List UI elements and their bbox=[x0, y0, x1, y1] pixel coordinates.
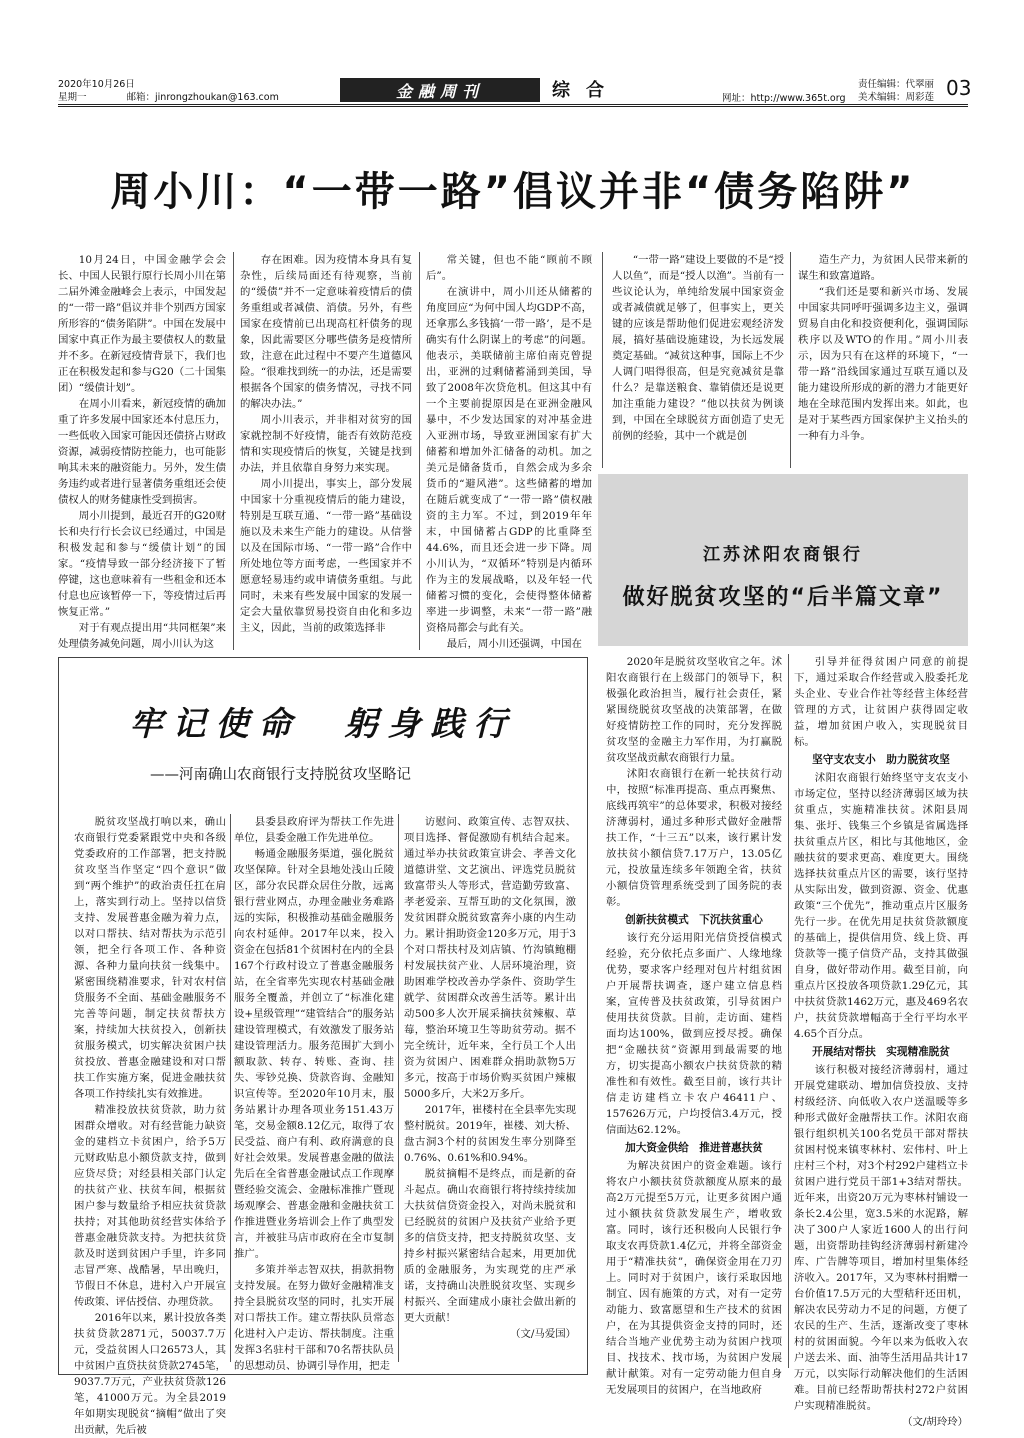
subheading: 开展结对帮扶 实现精准脱贫 bbox=[812, 1046, 950, 1058]
paragraph: 精准投放扶贫贷款，助力贫困群众增收。对有经营能力缺资金的建档立卡贫困户，给予5万元财政贴息小额贷款支持，做到应贷尽贷；对经县相关部门认定的扶贫产业、扶贫车间，根据贫困户参与数量给予相应扶贫贷款扶持；对其他助贫经营实体给予普惠金融贷款支持。为把扶贫贷款及时送到贫困户手里，许多同志冒严寒、战酷暑，早出晚归，节假日不休息，进村入户开展宣传政策、评估授信、办理贷款。 bbox=[74, 1104, 226, 1308]
henan-column-2 bbox=[234, 814, 394, 1370]
author-signature: （文/马爱国） bbox=[510, 1328, 576, 1340]
jiangsu-banner bbox=[598, 474, 968, 646]
column-divider bbox=[233, 252, 234, 650]
paragraph: 为解决贫困户的资金难题。该行将农户小额扶贫贷款额度从原来的最高2万元提至5万元，让更多贫困户通过小额扶贫贷款发展生产，增收致富。同时，该行还积极向人民银行争取支农再贷款1.4亿元，并将全部资金用于“精准扶贫”，确保资金用在刀刃上。同时对于贫困户，该行采取因地制宜、因有施策的方式，对有一定劳动能力、致富愿望和生产技术的贫困户，在为其提供资金支持的同时，还结合当地产业优势主动为贫困户找项目、找技术、找市场，为贫困户发展献计献策。对有一定劳动能力但自身无发展项目的贫困户，在当地政府 bbox=[606, 1160, 782, 1396]
column-divider bbox=[230, 814, 231, 1362]
subheading: 创新扶贫模式 下沉扶贫重心 bbox=[625, 914, 763, 926]
paragraph: 周小川提出，事实上，部分发展中国家十分重视疫情后的能力建设，特别是互联互通、“一带一路”基础设施以及未来生产能力的建设。从信誉以及在国际市场、“一带一路”合作中所处地位等方面考虑，一些国家并不愿意轻易违约或申请债务重组。与此同时，未来有些发展中国家的发展一定会大量依靠贸易投资自由化和多边主义，因此，当前的政策选择非 bbox=[240, 478, 412, 634]
article1-column-3 bbox=[426, 252, 592, 657]
column-divider bbox=[602, 252, 603, 468]
column-divider bbox=[419, 252, 420, 650]
header-dateline bbox=[58, 78, 318, 104]
henan-subtitle: ——河南确山农商银行支持脱贫攻坚略记 bbox=[150, 767, 411, 783]
column-divider bbox=[398, 814, 399, 1362]
banner-bank-name: 江苏沭阳农商银行 bbox=[703, 545, 863, 565]
main-headline: 周小川：“一带一路”倡议并非“债务陷阱” bbox=[110, 169, 916, 215]
paragraph: “我们还是要和新兴市场、发展中国家共同呼吁强调多边主义，强调贸易自由化和投资便利化，强调国际秩序以及WTO的作用。”周小川表示，因为只有在这样的环境下，“一带一路”沿线国家通过互联互通以及能力建设所形成的新的潜力才能更好地在全球范围内发挥出来。如此，也是对于某些西方国家保护主义抬头的一种有力斗争。 bbox=[798, 286, 968, 442]
section-name: 综合 bbox=[552, 80, 620, 101]
paragraph: 10月24日，中国金融学会会长、中国人民银行原行长周小川在第二届外滩金融峰会上表示，中国发起的“一带一路”倡议并非个别西方国家所形容的“债务陷阱”。中国在发展中国家中真正作为最主要债权人的数量并不多。在新冠疫情背景下，我们也正在积极发起和参与G20（二十国集团）“缓债计划”。 bbox=[58, 254, 226, 394]
article1-column-4 bbox=[612, 252, 784, 468]
responsible-editor: 责任编辑：代翠丽 bbox=[858, 79, 935, 90]
issue-weekday: 星期一 bbox=[58, 92, 87, 103]
header-rule bbox=[58, 104, 968, 105]
paragraph: 脱贫攻坚战打响以来，确山农商银行党委紧跟党中央和各级党委政府的工作部署，把支持脱贫攻坚当作坚定“四个意识”做到“两个维护”的政治责任扛在肩上，落实到行动上。坚持以信贷支持、发展普惠金融为着力点，以对口帮扶、结对帮扶为示范引领，把全行各项工作、各种资源、各种力量向扶贫一线集中。紧密围绕精准要求，针对农村信贷服务不全面、基础金融服务不完善等问题，制定扶贫帮扶方案，持续加大扶贫投入，创新扶贫服务模式，切实解决贫困户扶贫投放、普惠金融建设和对口帮扶工作实施方案，促进金融扶贫各项工作持续扎实有效推进。 bbox=[74, 816, 226, 1100]
paragraph: 多策并举志智双扶，捐款捐物支持发展。在努力做好金融精准支持全县脱贫攻坚的同时，扎实开展对口帮扶工作。建立帮扶队员常态化进村入户走访、帮扶制度。注重发挥3名驻村干部和70名帮扶队员的思想动员、协调引导作用，把走 bbox=[234, 1264, 394, 1372]
paragraph: 周小川提到，最近召开的G20财长和央行行长会议已经通过，中国是积极发起和参与“缓债计划”的国家。“疫情导致一部分经济接下了暂停键，这也意味着有一些租金和还本付息也应该暂停一下，等疫情过后再恢复正常。” bbox=[58, 510, 226, 618]
paragraph: 在周小川看来，新冠疫情的确加重了许多发展中国家还本付息压力，一些低收入国家可能因还债挤占财政资源，减弱疫情防控能力，也可能影响其未来的融资能力。另外，发生债务违约或者进行显著债务重组还会使债权人的财务健康性受到损害。 bbox=[58, 398, 226, 506]
paragraph: 2020年是脱贫攻坚收官之年。沭阳农商银行在上级部门的领导下，积极强化政治担当，履行社会责任，紧紧围绕脱贫攻坚战的决策部署，在做好疫情防控工作的同时，充分发挥脱贫攻坚的金融主力军作用，为打赢脱贫攻坚战贡献农商银行力量。 bbox=[606, 656, 782, 764]
henan-column-1 bbox=[74, 814, 226, 1436]
paragraph: 常关键，但也不能“顾前不顾后”。 bbox=[426, 254, 592, 282]
issue-date: 2020年10月26日 bbox=[58, 79, 135, 90]
paragraph: 该行充分运用阳光信贷授信模式经验，充分依托点多面广、人缘地缘优势，要求客户经理对包片村组贫困户开展帮扶调查，逐户建立信息档案，宣传普及扶贫政策，引导贫困户使用扶贫贷款。目前，走访面、建档面均达100%，做到应授尽授。确保把“金融扶贫”资源用到最需要的地方，切实提高小额农户扶贫贷款的精准性和有效性。截至目前，该行共计信走访建档立卡农户46411户、157626万元，户均授信3.4万元，授信面达62.12%。 bbox=[606, 932, 782, 1136]
subheading: 坚守支农支小 助力脱贫攻坚 bbox=[812, 754, 950, 766]
paragraph: 访慰问、政策宣传、志智双扶、项目选择、督促激励有机结合起来。通过举办扶贫政策宣讲会、孝善文化道德讲堂、文艺演出、评选党员脱贫致富带头人等形式，营造勤劳致富、孝老爱亲、互帮互助的文化氛围，激发贫困群众脱贫致富奔小康的内生动力。累计捐助资金120多万元，用于3个对口帮扶村及刘店镇、竹沟镇鲍棚村发展扶贫产业、人居环境治理，资助困难学校改善办学条件、资助学生就学、贫困群众改善生活等。累计出动500多人次开展采摘扶贫辣椒、草莓，整治环境卫生等助贫劳动。据不完全统计，近年来，全行员工个人出资为贫困户、困难群众捐助款物5万多元，按高于市场价购买贫困户辣椒5000多斤，大米2万多斤。 bbox=[404, 816, 576, 1100]
column-divider bbox=[788, 654, 789, 1368]
article1-column-1 bbox=[58, 252, 226, 657]
newspaper-brand: 金融周刊 bbox=[340, 78, 540, 102]
website-url: 网址：http://www.365t.org bbox=[722, 93, 846, 104]
jiangsu-column-1 bbox=[606, 654, 782, 1396]
paragraph: 存在困难。因为疫情本身具有复杂性，后续局面还有待观察，当前的“缓债”并不一定意味着疫情后的债务重组或者减债、消债。另外，有些国家在疫情前已出现高杠杆债务的现象，因此需要区分哪些债务是疫情所致，注意在此过程中不要产生道德风险。“很难找到统一的办法，还是需要根据各个国家的债务情况，寻找不同的解决办法。” bbox=[240, 254, 412, 410]
paragraph: 引导并征得贫困户同意的前提下，通过采取合作经营或入股委托龙头企业、专业合作社等经营主体经营管理的方式，让贫困户获得固定收益，增加贫困户收入，实现脱贫目标。 bbox=[794, 656, 968, 748]
author-signature: （文/胡玲玲） bbox=[902, 1416, 968, 1428]
contact-email: 邮箱：jinrongzhoukan@163.com bbox=[126, 92, 279, 103]
paragraph: 对于有观点提出用“共同框架”来处理债务减免问题，周小川认为这 bbox=[58, 622, 226, 650]
paragraph: 畅通金融服务渠道，强化脱贫攻坚保障。针对全县地处浅山丘陵区，部分农民群众居住分散，远离银行营业网点，办理金融业务难路远的实际，积极推动基础金融服务向农村延伸。2017年以来，投入资金在包括81个贫困村在内的全县167个行政村设立了普惠金融服务站，在全省率先实现农村基础金融服务全覆盖，并创立了“标准化建设+星级管理”“建管结合”的服务站建设管理模式，有效激发了服务站建设管理活力。服务范围扩大到小额取款、转存、转账、查询、挂失、零钞兑换、贷款咨询、金融知识宣传等。至2020年10月末，服务站累计办理各项业务151.43万笔，交易金额8.12亿元，取得了农民受益、商户有利、政府满意的良好社会效果。发展普惠金融的做法先后在全省普惠金融试点工作现摩暨经验交流会、金融标准推广暨现场观摩会、普惠金融和金融扶贫工作推进暨业务培训会上作了典型发言，并被驻马店市政府在全市复制推广。 bbox=[234, 848, 394, 1260]
banner-slogan: 做好脱贫攻坚的“后半篇文章” bbox=[622, 585, 944, 610]
henan-column-3 bbox=[404, 814, 576, 1370]
article1-column-2 bbox=[240, 252, 412, 657]
article1-column-5 bbox=[798, 252, 968, 468]
subheading: 加大资金供给 推进普惠扶贫 bbox=[625, 1142, 763, 1154]
paragraph: 沭阳农商银行在新一轮扶贫行动中，按照“标准再提高、重点再聚焦、底线再筑牢”的总体要求，积极对接经济薄弱村，通过多种形式做好金融帮扶工作，“十三五”以来，该行累计发放扶贫小额信贷7.17万户，13.05亿元，投放量连续多年领跑全省，扶贫小额信贷管理系统受到了国务院的表彰。 bbox=[606, 768, 782, 908]
paragraph: 2016年以来，累计投放各类扶贫贷款2871元，50037.7万元，受益贫困人口26573人，其中贫困户直贷扶贫贷款2745笔，9037.7万元，产业扶贫贷款126笔，41000万元。为全县2019年如期实现脱贫“摘帽”做出了突出贡献，先后被 bbox=[74, 1312, 226, 1436]
page-number: 03 bbox=[946, 76, 972, 100]
jiangsu-column-2 bbox=[794, 654, 968, 1428]
editor-credits bbox=[858, 78, 934, 104]
paragraph: “一带一路”建设上要做的不是“授人以鱼”，而是“授人以渔”。当前有一些议论认为，单纯给发展中国家资金或者减债就足够了，但事实上，更关键的应该是帮助他们促进宏观经济发展，搞好基础设施建设，为长远发展奠定基础。“减贫这种事，国际上不少人调门唱得很高，但是究竟减贫是靠什么？是靠送粮食、靠销债还是说更加注重能力建设？”他以扶贫为例谈到，中国在全球脱贫方面创造了史无前例的经验，其中一个就是创 bbox=[612, 254, 784, 442]
paragraph: 最后，周小川还强调，中国在 bbox=[446, 638, 582, 650]
paragraph: 周小川表示，并非相对贫穷的国家就控制不好疫情，能否有效防范疫情和实现疫情后的恢复，关键是找到办法，并且依靠自身努力来实现。 bbox=[240, 414, 412, 474]
paragraph: 2017年，崔楼村在全县率先实现整村脱贫。2019年，崔楼、刘大桥、盘古洞3个村的贫困发生率分别降至0.76%、0.61%和0.94%。 bbox=[404, 1104, 576, 1164]
paragraph: 县委县政府评为帮扶工作先进单位，县委金融工作先进单位。 bbox=[234, 816, 394, 844]
paragraph: 沭阳农商银行始终坚守支农支小市场定位，坚持以经济薄弱区域为扶贫重点，实施精准扶贫。沭阳县周集、张圩、钱集三个乡镇是省属选择扶贫重点片区，相比与其他地区，金融扶贫的要求更高、难度更大。围绕选择扶贫重点片区的需要，该行坚持从实际出发，做到资源、资金、优惠政策“三个优先”，推动重点片区服务先行一步。在优先用足扶贫贷款额度的基础上，提供信用贷、线上贷、再贷款等一揽子信贷产品，支持其做强自身，做好带动作用。截至目前，向重点片区投放各项贷款1.29亿元，其中扶贫贷款1462万元，惠及469名农户，扶贫贷款增幅高于全行平均水平4.65个百分点。 bbox=[794, 772, 968, 1040]
henan-title: 牢记使命 躬身践行 bbox=[129, 704, 517, 743]
art-editor: 美术编辑：周彩莲 bbox=[858, 92, 935, 103]
paragraph: 脱贫摘帽不是终点，而是新的奋斗起点。确山农商银行将持续持续加大扶贫信贷资金投入，对尚未脱贫和已经脱贫的贫困户及扶贫产业给予更多的信贷支持，把支持脱贫攻坚、支持乡村振兴紧密结合起来，用更加优质的金融服务，为实现党的庄严承诺，支持确山决胜脱贫攻坚、实现乡村振兴、全面建成小康社会做出新的更大贡献！ bbox=[404, 1168, 576, 1324]
paragraph: 在演讲中，周小川还从储蓄的角度回应“为何中国人均GDP不高，还拿那么多钱搞‘一带一路’，是不是确实有什么阴谋上的考虑”的问题。他表示，美联储前主席伯南克曾提出，亚洲的过剩储蓄涌到美国，导致了2008年次贷危机。但这其中有一个主要前提原因是在亚洲金融风暴中，不少发达国家的对冲基金进入亚洲市场，导致亚洲国家有扩大储蓄和增加外汇储备的动机。加之美元是储备货币，自然会成为多余货币的“避风港”。这些储蓄的增加在随后就变成了“一带一路”债权融资的主力军。不过，到2019年年末，中国储蓄占GDP的比重降至44.6%，而且还会进一步下降。周小川认为，“双循环”特别是内循环作为主的发展战略，以及年轻一代储蓄习惯的变化，会使得整体储蓄率进一步调整，未来“一带一路”融资格局都会与此有关。 bbox=[426, 286, 592, 634]
header-rule-thin bbox=[58, 106, 968, 107]
column-divider bbox=[790, 252, 791, 468]
paragraph: 该行积极对接经济薄弱村，通过开展党建联动、增加信贷投放、支持村级经济、向低收入农户送温暖等多种形式做好金融帮扶工作。沭阳农商银行组织机关100名党员干部对帮扶贫困村悦来镇枣林村、宏伟村、叶上庄村三个村，对3个村292户建档立卡贫困户进行党员干部1+3结对帮扶。近年来，出资20万元为枣林村铺设一条长2.4公里，宽3.5米的水泥路，解决了300户人家近1600人的出行问题，出资帮助挂钩经济薄弱村新建冷库、广告牌等项目，增加村里集体经济收入。2017年，又为枣林村捐赠一台价值17.5万元的大型秸秆还田机，解决农民劳动力不足的问题，方便了农民的生产、生活，逐渐改变了枣林村的贫困面貌。今年以来为低收入农户送去米、面、油等生活用品共计17万元，以实际行动解决他们的生活困难。目前已经帮助帮扶村272户贫困户实现精准脱贫。 bbox=[794, 1064, 968, 1412]
paragraph: 造生产力，为贫困人民带来新的谋生和致富道路。 bbox=[798, 254, 968, 282]
